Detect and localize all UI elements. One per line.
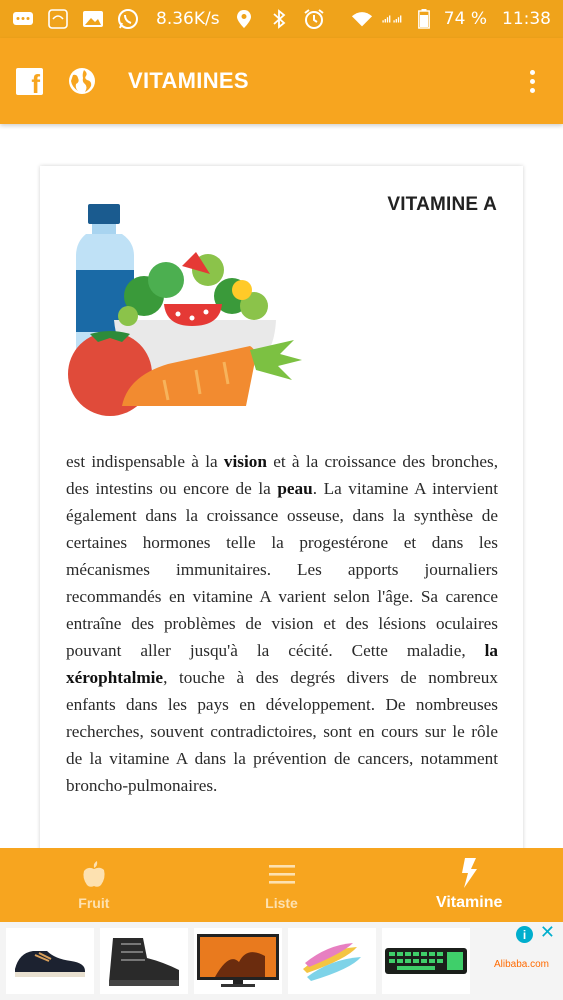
facebook-icon[interactable]: f <box>16 68 43 95</box>
network-speed: 8.36K/s <box>156 9 220 29</box>
lightning-icon <box>460 858 478 888</box>
clock: 11:38 <box>502 9 551 29</box>
nav-item-liste[interactable] <box>188 848 376 922</box>
menu-icon <box>269 859 295 889</box>
nav-label-fruit: Fruit <box>78 895 110 911</box>
vitamin-card <box>40 166 523 866</box>
wifi-icon <box>351 9 373 29</box>
ad-tile-tv[interactable] <box>194 928 282 994</box>
message-icon <box>12 9 34 29</box>
ad-logo: Alibaba.com <box>493 959 549 970</box>
app-title: VITAMINES <box>128 68 249 93</box>
ad-banner[interactable] <box>0 922 563 1000</box>
ad-tile-keyboard[interactable] <box>382 928 470 994</box>
ad-tile-sneaker[interactable] <box>6 928 94 994</box>
bluetooth-icon <box>268 9 290 29</box>
signal-icon <box>382 9 404 29</box>
ad-tile-boot[interactable] <box>100 928 188 994</box>
battery-level: 74 % <box>443 9 487 29</box>
nav-item-vitamine[interactable] <box>375 848 563 922</box>
card-title: VITAMINE A <box>387 194 497 215</box>
nav-label-vitamine: Vitamine <box>435 894 503 911</box>
whatsapp-icon <box>117 9 139 29</box>
more-vertical-icon[interactable] <box>530 70 535 93</box>
ad-tile-fishing-lure[interactable] <box>288 928 376 994</box>
chp-icon <box>47 9 69 29</box>
ad-close-icon[interactable]: ✕ <box>539 922 555 943</box>
card-description: est indispensable à la vision et à la croissance des bronches, des intestins ou encore de la peau. La vitamine A intervient également dans la croissance osseuse, dans la synthèse de certaines hormones telle la progestérone et dans les mécanismes immunitaires. Les apports journaliers recommandés en vitamine A varient selon l'âge. Sa carence entraîne des problèmes de vision et des lésions oculaires pouvant aller jusqu'à la cécité. Cette maladie, la xérophtalmie, touche à des degrés divers de nombreux enfants dans les pays en développement. De nombreuses recherches, souvent contradictoires, sont en cours sur le rôle de la vitamine A dans la prévention de cancers, notamment broncho-pulmonaires. <box>66 452 498 795</box>
nav-item-fruit[interactable] <box>0 848 188 922</box>
battery-icon <box>413 9 435 29</box>
bottle-neck <box>92 224 116 234</box>
app-bar <box>0 38 563 124</box>
nav-label-liste: Liste <box>265 895 298 911</box>
alarm-icon <box>303 9 325 29</box>
globe-icon[interactable] <box>67 66 97 96</box>
apple-icon <box>82 859 106 889</box>
gallery-icon <box>82 9 104 29</box>
status-bar <box>0 0 563 38</box>
bottom-navigation <box>0 848 563 922</box>
ad-info-icon[interactable]: i <box>516 926 533 943</box>
vitamin-food-illustration <box>64 200 304 416</box>
bottle-cap <box>88 204 120 224</box>
location-icon <box>233 9 255 29</box>
